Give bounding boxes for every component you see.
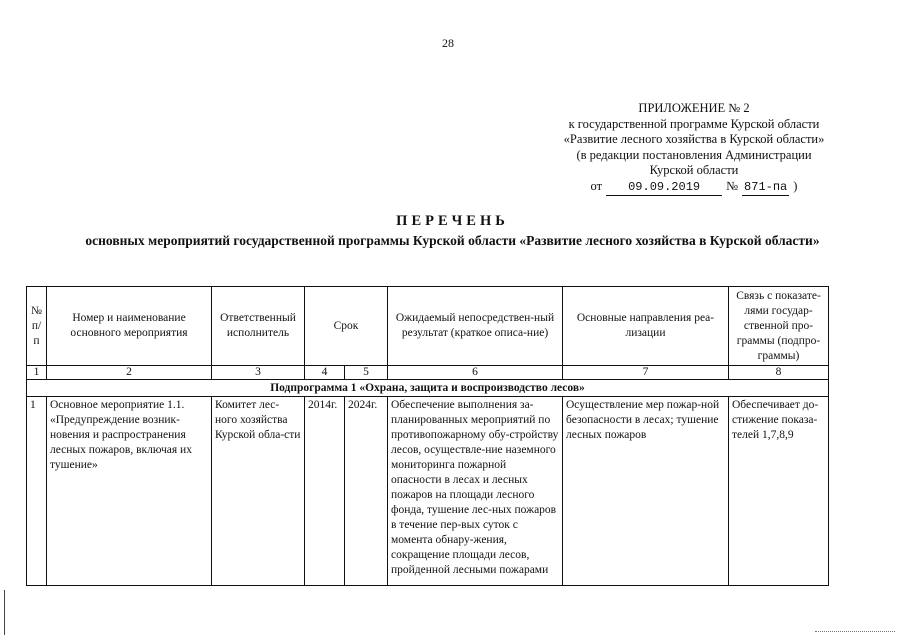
- column-number: 8: [729, 366, 829, 380]
- date-prefix: от: [590, 178, 603, 193]
- header-directions: Основные направления реа-лизации: [563, 287, 729, 366]
- appendix-header: [548, 101, 840, 196]
- document-title: ПЕРЕЧЕНЬ: [396, 213, 509, 229]
- page-number: 28: [442, 36, 454, 50]
- decree-number: 871-па: [742, 180, 789, 197]
- appendix-date-line: [548, 179, 840, 197]
- row-result: Обеспечение выполнения за-планированных мероприятий по противопожарному обу-стройству лесов, осуществле-ние наземного мониторинга пожарной опасности в лесах и лесных пожаров на площади лесного фонда, тушение лес-ных пожаров в течение пер-вых суток с момента обнару-жения, сокращение площади лесов, пройденной лесными пожарами: [388, 397, 563, 586]
- column-number-row: [27, 366, 829, 380]
- row-name: Основное мероприятие 1.1. «Предупреждение возник-новения и распространения лесных пожаров, включая их тушение»: [47, 397, 212, 586]
- appendix-line: «Развитие лесного хозяйства в Курской области»: [563, 132, 825, 146]
- scan-dotted-line: [815, 631, 895, 632]
- scan-edge-mark: [4, 590, 5, 635]
- close-paren: ): [793, 178, 798, 193]
- appendix-line: Курской области: [649, 163, 739, 177]
- header-result: Ожидаемый непосредствен-ный результат (краткое описа-ние): [388, 287, 563, 366]
- row-num: 1: [27, 397, 47, 586]
- column-number: 1: [27, 366, 47, 380]
- decree-date: 09.09.2019: [606, 180, 722, 197]
- row-link: Обеспечивает до-стижение показа-телей 1,7,8,9: [729, 397, 829, 586]
- document-subtitle: основных мероприятий государственной программы Курской области «Развитие лесного хозяйства в Курской области»: [85, 233, 820, 248]
- header-num: № п/п: [27, 287, 47, 366]
- column-number: 6: [388, 366, 563, 380]
- header-name: Номер и наименование основного мероприятия: [47, 287, 212, 366]
- header-executor: Ответственный исполнитель: [212, 287, 305, 366]
- appendix-line: к государственной программе Курской области: [568, 116, 820, 131]
- row-executor: Комитет лес-ного хозяйства Курской обла-сти: [212, 397, 305, 586]
- appendix-title: ПРИЛОЖЕНИЕ № 2: [638, 101, 750, 115]
- column-number: 3: [212, 366, 305, 380]
- row-end: 2024г.: [345, 397, 388, 586]
- appendix-line: (в редакции постановления Администрации: [576, 147, 812, 162]
- number-prefix: №: [726, 178, 739, 193]
- row-directions: Осуществление мер пожар-ной безопасности в лесах; тушение лесных пожаров: [563, 397, 729, 586]
- table-row: [27, 397, 829, 586]
- measures-table: [26, 286, 829, 586]
- header-term: Срок: [305, 287, 388, 366]
- row-start: 2014г.: [305, 397, 345, 586]
- subprogram-title: Подпрограмма 1 «Охрана, защита и воспроизводство лесов»: [27, 380, 829, 397]
- table-header-row: [27, 287, 829, 366]
- column-number: 5: [345, 366, 388, 380]
- column-number: 7: [563, 366, 729, 380]
- header-link: Связь с показате-лями государ-ственной про-граммы (подпро-граммы): [729, 287, 829, 366]
- column-number: 2: [47, 366, 212, 380]
- column-number: 4: [305, 366, 345, 380]
- subprogram-row: [27, 380, 829, 397]
